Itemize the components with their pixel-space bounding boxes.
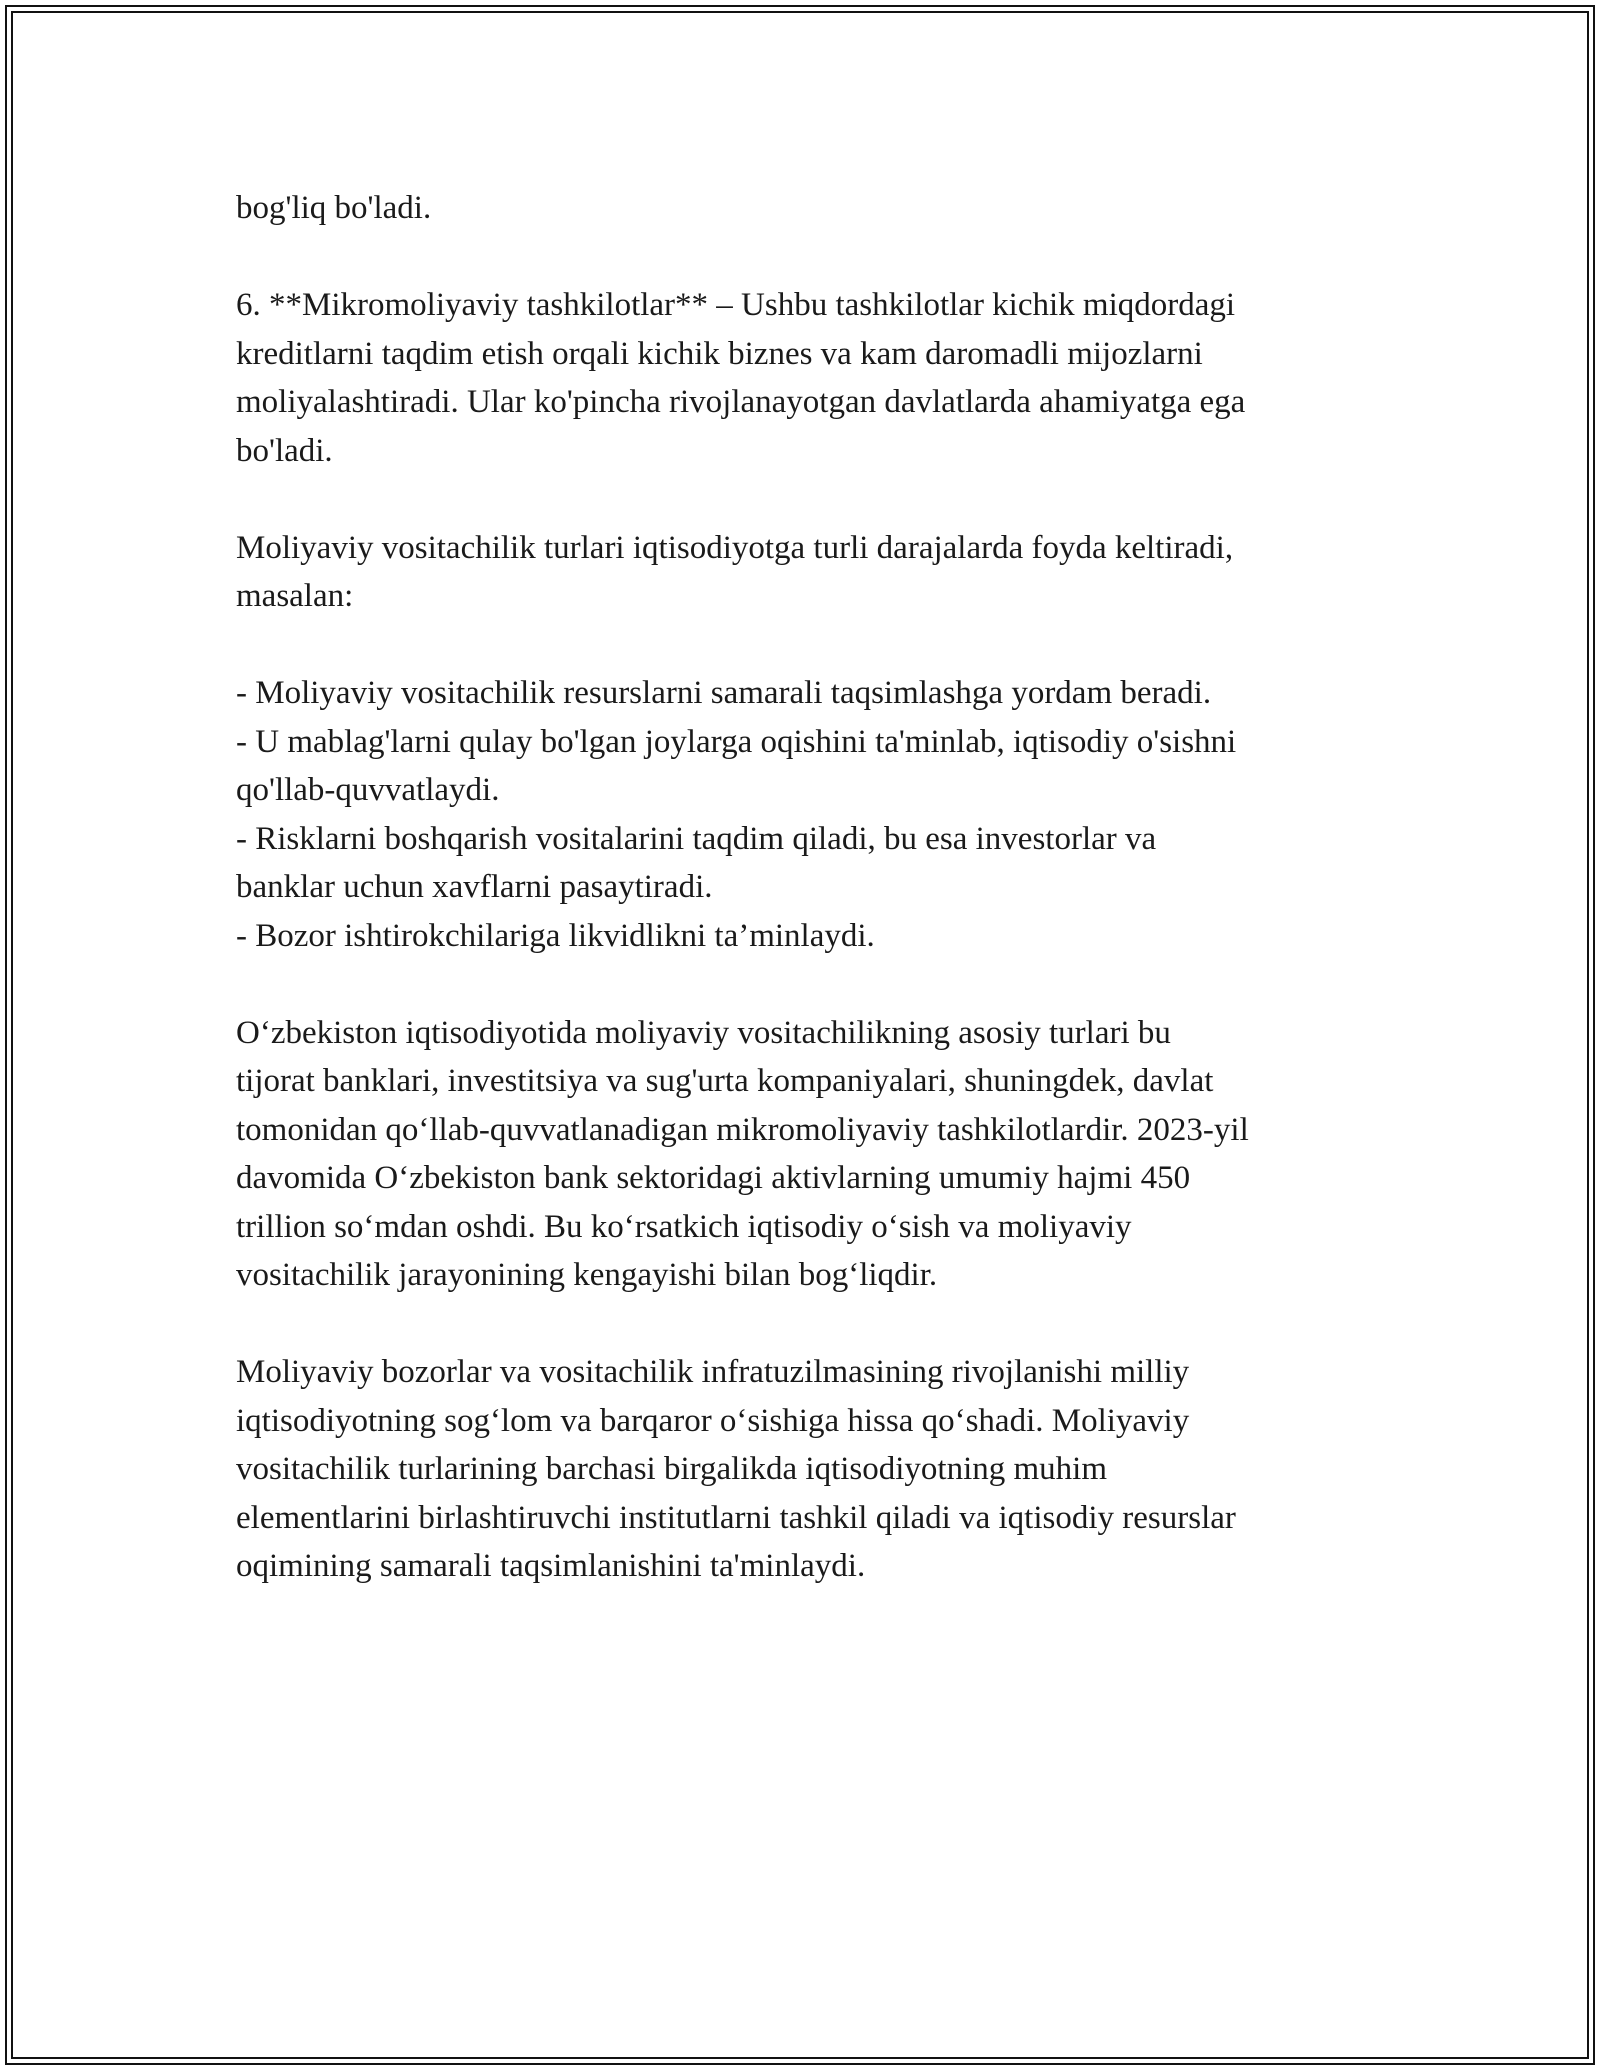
text-line: Moliyaviy bozorlar va vositachilik infratuzilmasining rivojlanishi milliy <box>236 1354 1190 1390</box>
text-line: moliyalashtiradi. Ular ko'pincha rivojlanayotgan davlatlarda ahamiyatga ega <box>236 384 1246 420</box>
item-6-paragraph <box>236 281 1376 475</box>
paragraph-gap <box>236 475 1376 524</box>
text-line: iqtisodiyotning sog‘lom va barqaror o‘sishiga hissa qo‘shadi. Moliyaviy <box>236 1402 1190 1439</box>
list-item: - Bozor ishtirokchilariga likvidlikni ta’minlaydi. <box>236 917 875 954</box>
list-item: - Moliyaviy vositachilik resurslarni samarali taqsimlashga yordam beradi. <box>236 675 1212 711</box>
text-line: tijorat banklari, investitsiya va sug'urta kompaniyalari, shuningdek, davlat <box>236 1063 1214 1099</box>
text-line: O‘zbekiston iqtisodiyotida moliyaviy vositachilikning asosiy turlari bu <box>236 1014 1171 1051</box>
text-line: elementlarini birlashtiruvchi institutlarni tashkil qiladi va iqtisodiy resurslar <box>236 1499 1236 1536</box>
list-item-continuation: qo'llab-quvvatlaydi. <box>236 772 500 808</box>
continuation-paragraph <box>236 184 1376 233</box>
document-body <box>236 184 1376 1591</box>
text-line: davomida O‘zbekiston bank sektoridagi aktivlarning umumiy hajmi 450 <box>236 1160 1191 1196</box>
paragraph-gap <box>236 621 1376 670</box>
benefits-list <box>236 669 1376 960</box>
conclusion-paragraph <box>236 1348 1376 1591</box>
uzbekistan-paragraph <box>236 1009 1376 1300</box>
text-line: bog'liq bo'ladi. <box>236 190 432 226</box>
benefits-intro-paragraph <box>236 524 1376 621</box>
text-line: bo'ladi. <box>236 432 333 469</box>
paragraph-gap <box>236 960 1376 1009</box>
text-line: oqimining samarali taqsimlanishini ta'minlaydi. <box>236 1548 866 1584</box>
text-line: vositachilik turlarining barchasi birgalikda iqtisodiyotning muhim <box>236 1451 1108 1487</box>
paragraph-gap <box>236 1300 1376 1349</box>
text-line: masalan: <box>236 578 354 614</box>
text-line: trillion so‘mdan oshdi. Bu ko‘rsatkich iqtisodiy o‘sish va moliyaviy <box>236 1208 1132 1245</box>
text-line: kreditlarni taqdim etish orqali kichik biznes va kam daromadli mijozlarni <box>236 335 1203 372</box>
paragraph-gap <box>236 233 1376 282</box>
list-item: - Risklarni boshqarish vositalarini taqdim qiladi, bu esa investorlar va <box>236 820 1157 857</box>
list-item-continuation: banklar uchun xavflarni pasaytiradi. <box>236 869 713 905</box>
text-line: 6. **Mikromoliyaviy tashkilotlar** – Ushbu tashkilotlar kichik miqdordagi <box>236 287 1236 323</box>
text-line: vositachilik jarayonining kengayishi bilan bog‘liqdir. <box>236 1257 938 1293</box>
text-line: tomonidan qo‘llab-quvvatlanadigan mikromoliyaviy tashkilotlardir. 2023-yil <box>236 1111 1249 1148</box>
list-item: - U mablag'larni qulay bo'lgan joylarga oqishini ta'minlab, iqtisodiy o'sishni <box>236 723 1237 760</box>
text-line: Moliyaviy vositachilik turlari iqtisodiyotga turli darajalarda foyda keltiradi, <box>236 529 1234 566</box>
